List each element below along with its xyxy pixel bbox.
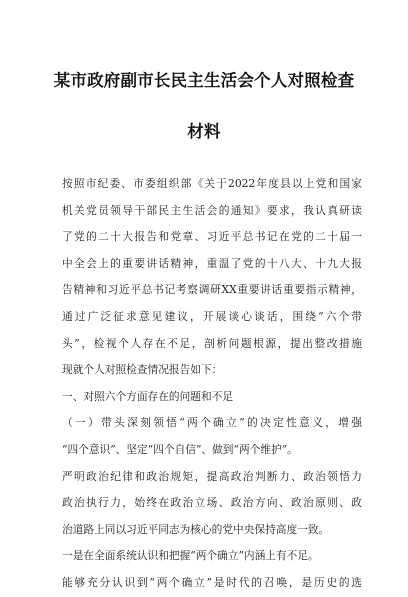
document-title-continuation: 材料	[187, 122, 221, 141]
body-line: 头”，检视个人存在不足，剖析问题根源，提出整改措施	[62, 336, 362, 350]
document-body	[62, 171, 362, 597]
subsection-heading: （一）带头深刻领悟“两个确立”的决定性意义，增强	[62, 416, 362, 430]
subsection-heading-cont: “四个意识”、坚定“四个自信”、做到“两个维护”。	[62, 442, 298, 456]
body-line: 政治执行力，始终在政治立场、政治方向、政治原则、政	[62, 496, 362, 510]
document-title: 某市政府副市长民主生活会个人对照检查	[53, 71, 355, 90]
body-line: 中全会上的重要讲话精神，重温了党的十八大、十九大报	[62, 256, 362, 270]
body-line: 通过广泛征求意见建议，开展谈心谈话，围绕“六个带	[62, 309, 362, 323]
body-line: 机关党员领导干部民主生活会的通知》要求，我认真研读	[62, 203, 362, 217]
body-line: 现就个人对照检查情况报告如下：	[62, 363, 223, 377]
body-line: 严明政治纪律和政治规矩，提高政治判断力、政治领悟力	[62, 469, 362, 483]
body-line: 一是在全面系统认识和把握“两个确立”内涵上有不足。	[62, 549, 319, 563]
body-line: 告精神和习近平总书记考察调研XX重要讲话重要指示精神，	[62, 283, 362, 297]
body-line: 能够充分认识到“两个确立”是时代的召唤，是历史的选	[62, 575, 362, 589]
body-line: 了党的二十大报告和党章、习近平总书记在党的二十届一	[62, 230, 362, 244]
body-line: 按照市纪委、市委组织部《关于2022年度县以上党和国家	[62, 177, 362, 190]
body-line: 治道路上同以习近平同志为核心的党中央保持高度一致。	[62, 522, 330, 536]
section-heading: 一、对照六个方面存在的问题和不足	[62, 389, 234, 403]
